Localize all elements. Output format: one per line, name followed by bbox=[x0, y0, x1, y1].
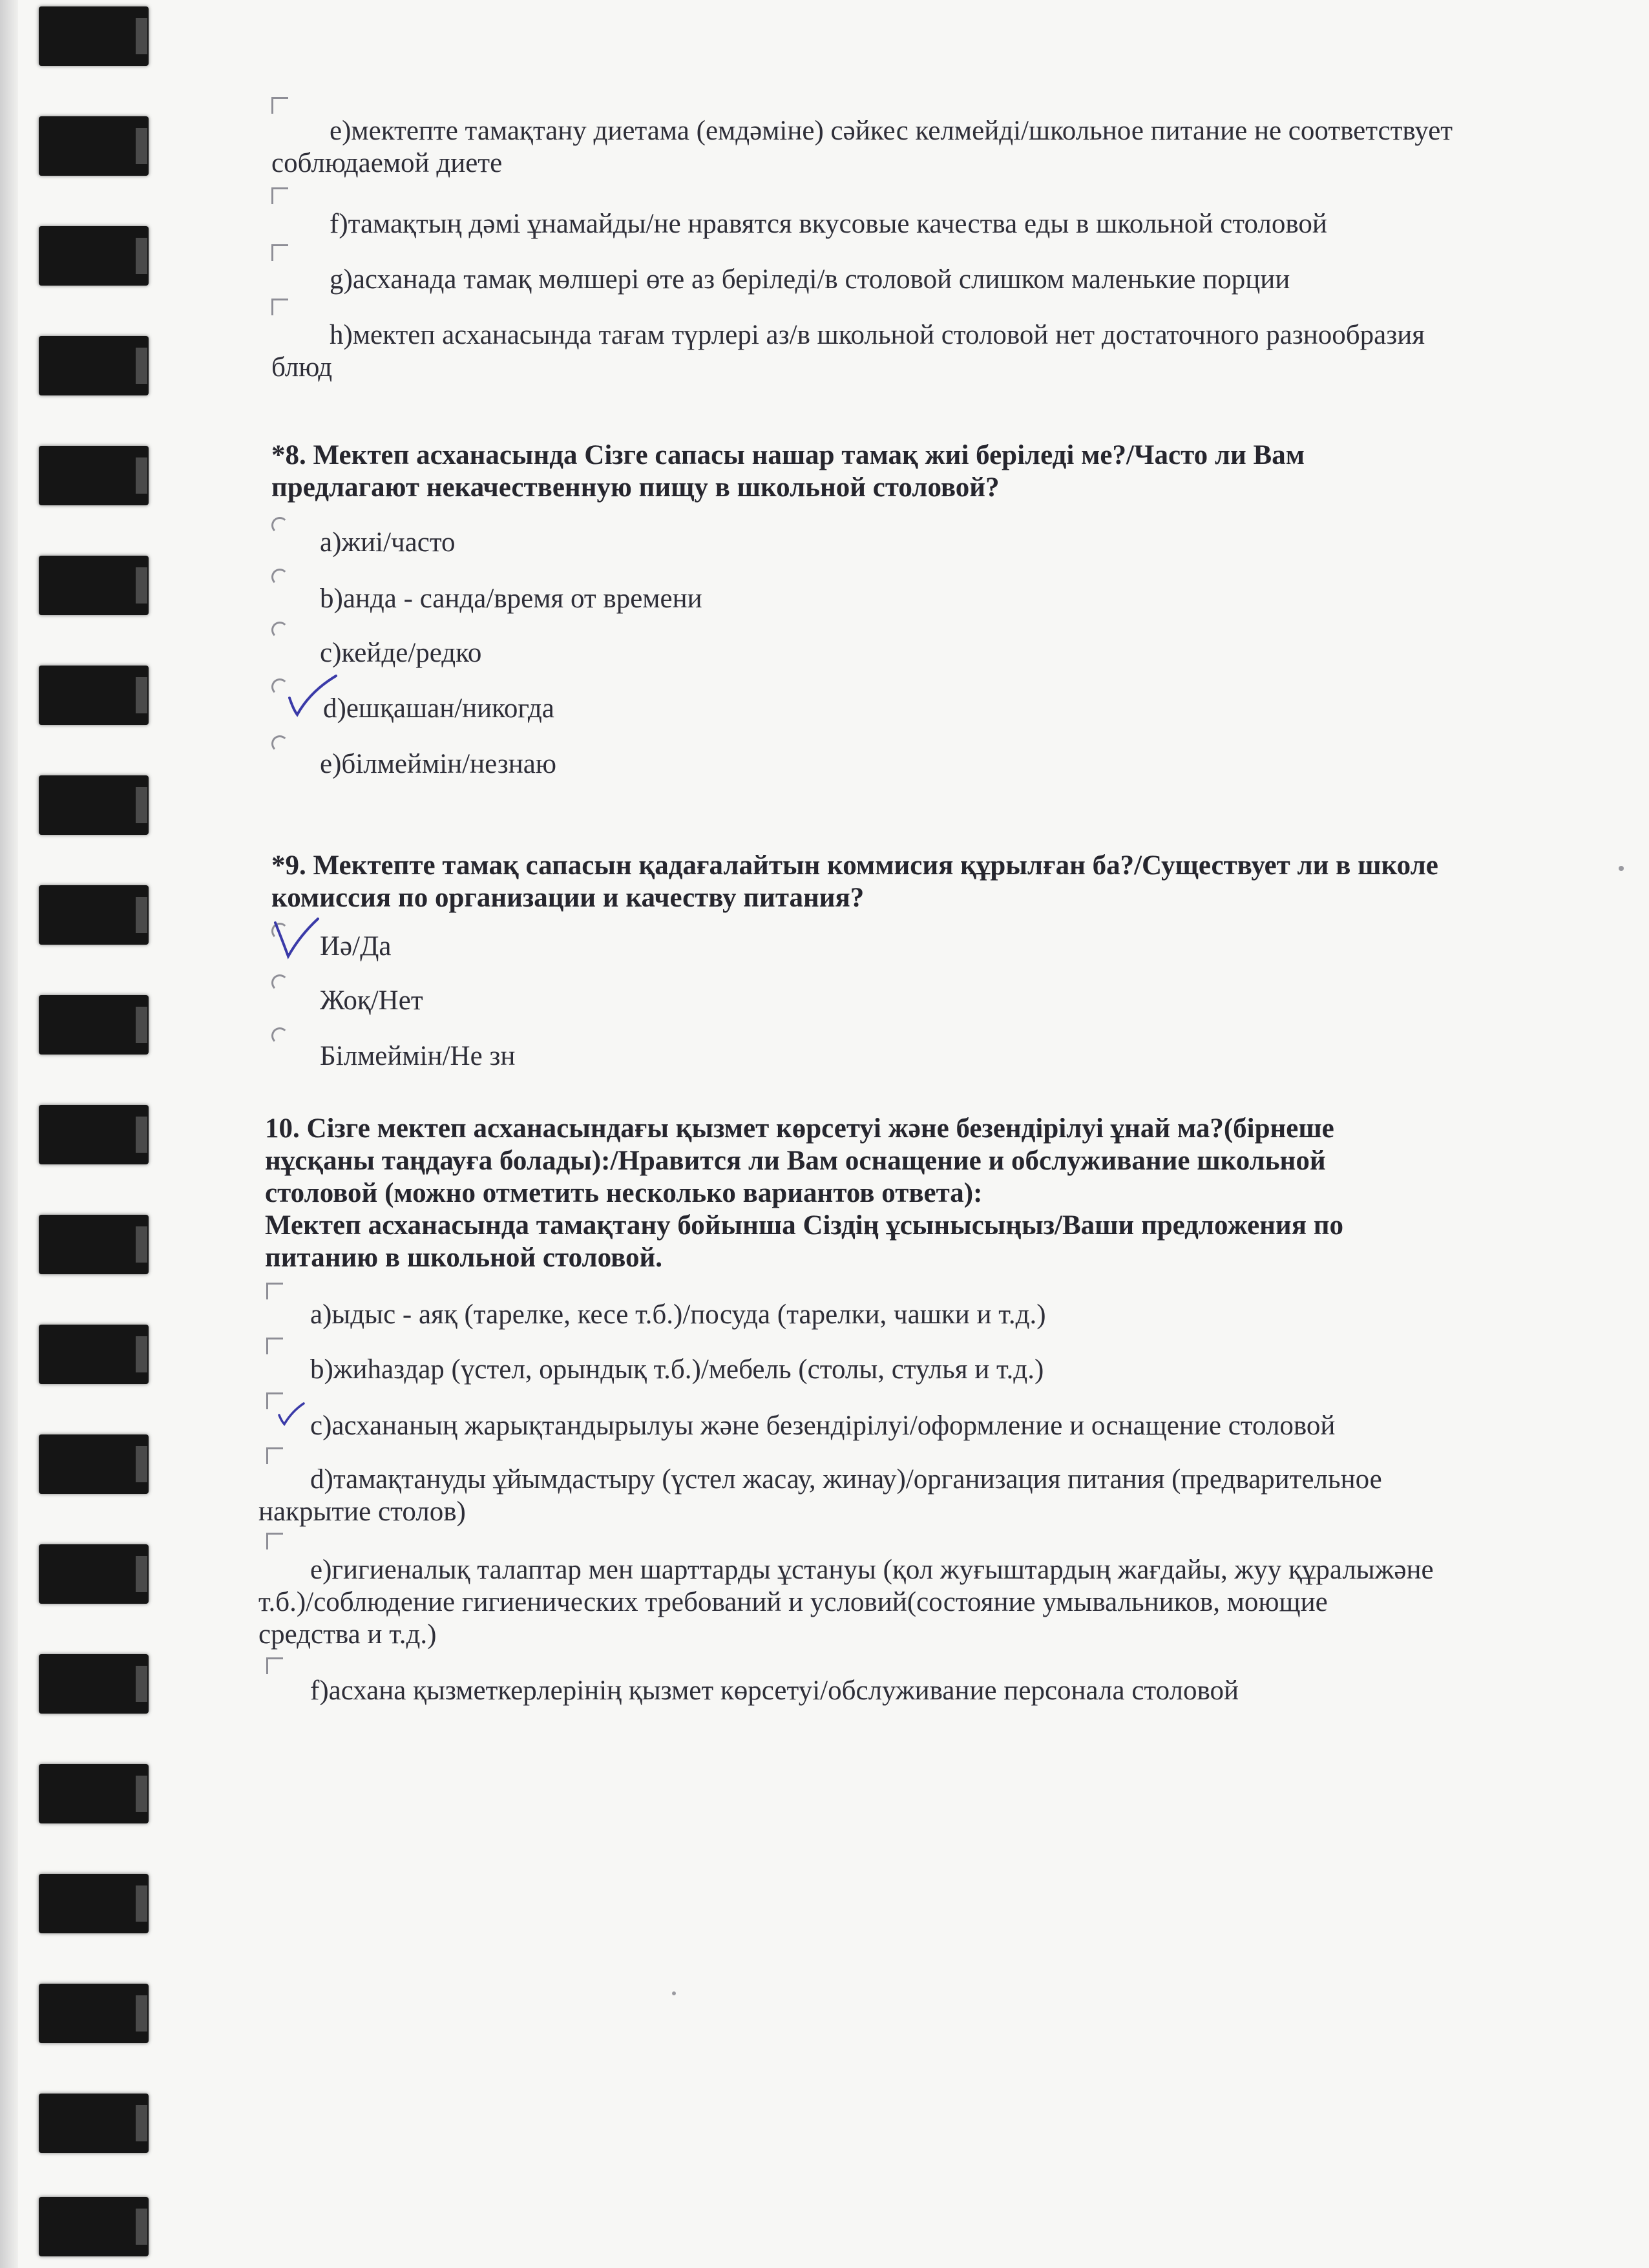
q10-option-e-line-3: средства и т.д.) bbox=[258, 1619, 437, 1650]
handwritten-check-icon bbox=[271, 916, 323, 961]
q8-option-a: a)жиі/часто bbox=[320, 527, 456, 558]
q8-radio-c[interactable] bbox=[271, 622, 288, 638]
q8-title-line-1: *8. Мектеп асханасында Сізге сапасы нашар тамақ жиі беріледі ме?/Часто ли Вам bbox=[271, 440, 1305, 470]
q10-title-line-1: 10. Сізге мектеп асханасындағы қызмет көрсетуі және безендірілуі ұнай ма?(бірнеше bbox=[265, 1113, 1334, 1144]
option-prev-e-line-1: e)мектепте тамақтану диетама (емдәміне) сәйкес келмейді/школьное питание не соответствует bbox=[330, 116, 1453, 146]
q9-title-line-2: комиссия по организации и качеству питания? bbox=[271, 883, 865, 913]
binding-hole bbox=[39, 1654, 149, 1714]
q8-radio-e[interactable] bbox=[271, 735, 288, 752]
binding-hole bbox=[39, 1105, 149, 1164]
scan-speck bbox=[1619, 866, 1624, 871]
binding-hole bbox=[39, 1325, 149, 1384]
q9-radio-no[interactable] bbox=[271, 974, 288, 991]
q9-option-yes: Иә/Да bbox=[320, 931, 392, 961]
q9-radio-dontknow[interactable] bbox=[271, 1027, 288, 1044]
binding-hole bbox=[39, 226, 149, 286]
q8-radio-b[interactable] bbox=[271, 569, 288, 585]
q10-title-line-4: Мектеп асханасында тамақтану бойынша Сіздің ұсынысыңыз/Ваши предложения по bbox=[265, 1210, 1344, 1241]
binding-hole bbox=[39, 1215, 149, 1274]
q10-checkbox-b[interactable] bbox=[266, 1338, 283, 1354]
q8-title-line-2: предлагают некачественную пищу в школьной столовой? bbox=[271, 472, 1000, 503]
q10-option-d-line-2: накрытие столов) bbox=[258, 1496, 466, 1527]
checkbox-prev-h[interactable] bbox=[271, 299, 288, 315]
checkbox-prev-f[interactable] bbox=[271, 187, 288, 204]
q10-option-c: c)асхананың жарықтандырылуы және безендірілуі/оформление и оснащение столовой bbox=[310, 1411, 1336, 1441]
option-prev-g: g)асханада тамақ мөлшері өте аз беріледі/в столовой слишком маленькие порции bbox=[330, 264, 1290, 295]
q8-option-b: b)анда - санда/время от времени bbox=[320, 583, 702, 614]
q10-checkbox-d[interactable] bbox=[266, 1447, 283, 1464]
binding-hole bbox=[39, 995, 149, 1055]
binding-hole bbox=[39, 2197, 149, 2256]
option-prev-h-line-2: блюд bbox=[271, 352, 333, 383]
option-prev-h-line-1: h)мектеп асханасында тағам түрлері аз/в школьной столовой нет достаточного разнообразия bbox=[330, 320, 1425, 350]
binding-hole bbox=[39, 446, 149, 505]
q9-option-dontknow: Білмеймін/Не зн bbox=[320, 1041, 516, 1071]
binding-hole bbox=[39, 6, 149, 66]
binding-hole bbox=[39, 1874, 149, 1933]
q8-option-d: d)ешқашан/никогда bbox=[323, 693, 554, 724]
binding-hole bbox=[39, 1434, 149, 1494]
q10-option-b: b)жиһаздар (үстел, орындық т.б.)/мебель (столы, стулья и т.д.) bbox=[310, 1354, 1044, 1385]
binding-hole bbox=[39, 1764, 149, 1823]
q10-option-d-line-1: d)тамақтануды ұйымдастыру (үстел жасау, жинау)/организация питания (предварительное bbox=[310, 1464, 1382, 1495]
handwritten-check-icon bbox=[277, 1401, 306, 1427]
binding-hole bbox=[39, 666, 149, 725]
q8-option-c: c)кейде/редко bbox=[320, 638, 482, 668]
q8-option-e: e)білмеймін/незнаю bbox=[320, 749, 556, 779]
checkbox-prev-g[interactable] bbox=[271, 244, 288, 261]
binding-hole bbox=[39, 775, 149, 835]
q9-option-no: Жоқ/Нет bbox=[320, 985, 423, 1016]
q10-checkbox-f[interactable] bbox=[266, 1657, 283, 1674]
q10-checkbox-e[interactable] bbox=[266, 1533, 283, 1549]
binding-hole bbox=[39, 1544, 149, 1604]
q10-title-line-3: столовой (можно отметить несколько вариантов ответа): bbox=[265, 1178, 983, 1208]
q10-title-line-2: нұсқаны таңдауға болады):/Нравится ли Вам оснащение и обслуживание школьной bbox=[265, 1146, 1326, 1176]
q10-option-e-line-2: т.б.)/соблюдение гигиенических требований и условий(состояние умывальников, моющие bbox=[258, 1587, 1328, 1617]
q10-option-a: a)ыдыс - аяқ (тарелке, кесе т.б.)/посуда (тарелки, чашки и т.д.) bbox=[310, 1299, 1046, 1330]
scan-speck bbox=[672, 1991, 676, 1995]
spiral-binding bbox=[0, 0, 168, 2268]
binding-hole bbox=[39, 1984, 149, 2043]
q10-checkbox-a[interactable] bbox=[266, 1283, 283, 1299]
binding-hole bbox=[39, 336, 149, 395]
checkbox-prev-e[interactable] bbox=[271, 97, 288, 114]
q9-title-line-1: *9. Мектепте тамақ сапасын қадағалайтын коммисия құрылған ба?/Существует ли в школе bbox=[271, 850, 1438, 881]
q10-title-line-5: питанию в школьной столовой. bbox=[265, 1243, 663, 1273]
binding-hole bbox=[39, 556, 149, 615]
q8-radio-a[interactable] bbox=[271, 517, 288, 534]
binding-hole bbox=[39, 885, 149, 945]
binding-hole bbox=[39, 116, 149, 176]
q10-option-f: f)асхана қызметкерлерінің қызмет көрсетуі/обслуживание персонала столовой bbox=[310, 1675, 1239, 1706]
binding-hole bbox=[39, 2094, 149, 2153]
option-prev-f: f)тамақтың дәмі ұнамайды/не нравятся вкусовые качества еды в школьной столовой bbox=[330, 209, 1327, 239]
q10-option-e-line-1: e)гигиеналық талаптар мен шарттарды ұстануы (қол жуғыштардың жағдайы, жуу құралыжәне bbox=[310, 1555, 1434, 1585]
option-prev-e-line-2: соблюдаемой диете bbox=[271, 148, 503, 178]
